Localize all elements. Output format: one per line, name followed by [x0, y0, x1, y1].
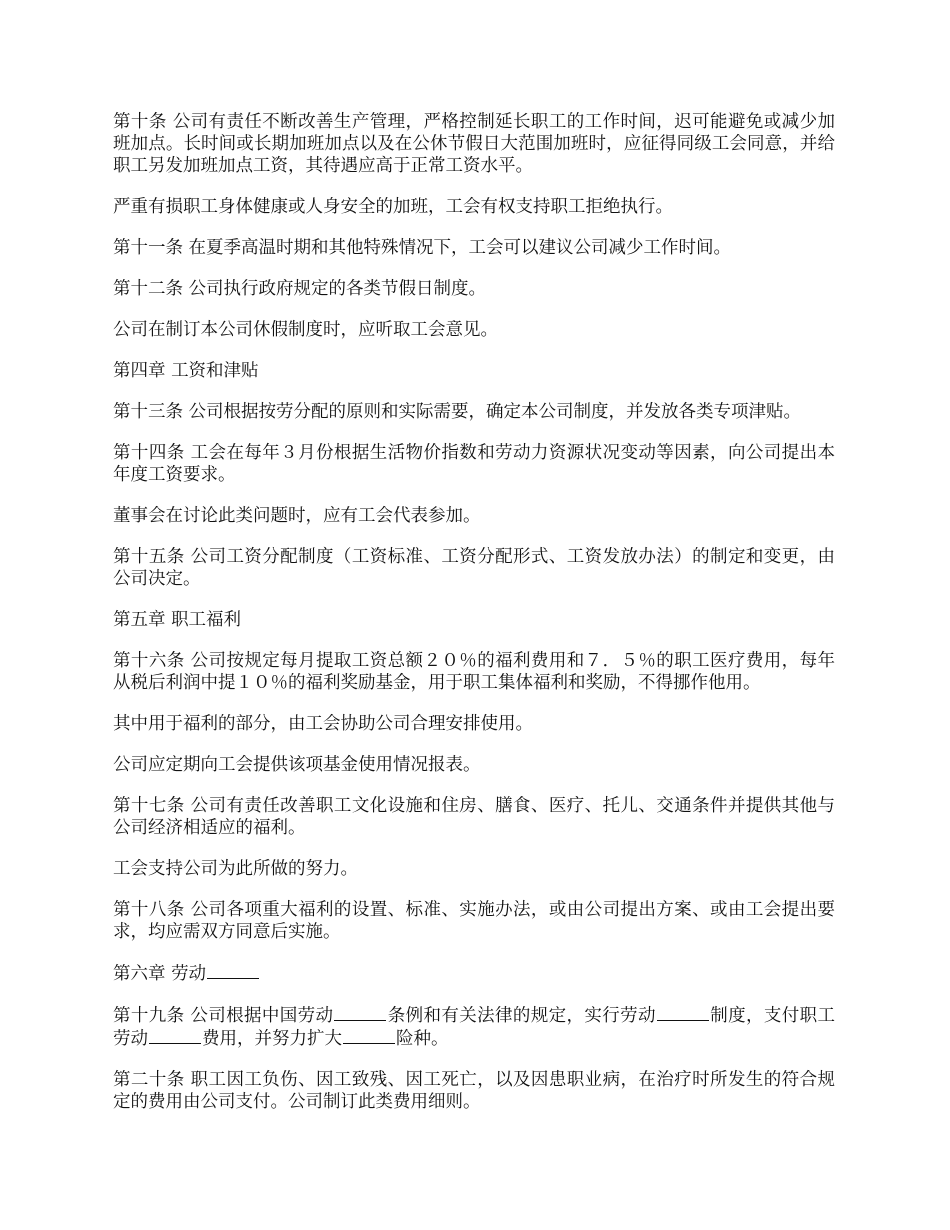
paragraph: 第十条 公司有责任不断改善生产管理，严格控制延长职工的工作时间，迟可能避免或减少加班加点。长时间或长期加班加点以及在公休节假日大范围加班时，应征得同级工会同意，并给职工另发加班加点工资，其待遇应高于正常工资水平。: [113, 112, 835, 176]
paragraph: 第十七条 公司有责任改善职工文化设施和住房、膳食、医疗、托儿、交通条件并提供其他与公司经济相适应的福利。: [113, 796, 835, 838]
chapter-heading: [113, 962, 835, 985]
chapter-heading-text: 第六章 劳动: [113, 964, 207, 984]
article19-text-4: 费用，并努力扩大: [202, 1029, 342, 1049]
paragraph: 第十二条 公司执行政府规定的各类节假日制度。: [113, 279, 487, 299]
paragraph: 第十六条 公司按规定每月提取工资总额２０％的福利费用和７．５％的职工医疗费用，每年从税后利润中提１０％的福利奖励基金，用于职工集体福利和奖励，不得挪作他用。: [113, 651, 835, 693]
article19-text-1: 第十九条 公司根据中国劳动: [113, 1006, 334, 1026]
paragraph: 第十四条 工会在每年３月份根据生活物价指数和劳动力资源状况变动等因素，向公司提出本年度工资要求。: [113, 443, 835, 485]
blank-line: [149, 1027, 201, 1044]
paragraph: 严重有损职工身体健康或人身安全的加班，工会有权支持职工拒绝执行。: [113, 197, 673, 217]
paragraph: 工会支持公司为此所做的努力。: [113, 859, 358, 879]
article19-text-3: 制度，支付职工劳动: [113, 1006, 836, 1049]
paragraph: 其中用于福利的部分，由工会协助公司合理安排使用。: [113, 714, 533, 734]
paragraph-article-20: 第二十条 职工因工负伤、因工致残、因工死亡，以及因患职业病，在治疗时所发生的符合规定的费用由公司支付。公司制订此类费用细则。: [113, 1070, 835, 1112]
blank-line: [657, 1004, 709, 1021]
blank-line: [334, 1004, 386, 1021]
paragraph: 第十一条 在夏季高温时期和其他特殊情况下，工会可以建议公司减少工作时间。: [113, 238, 732, 258]
article19-text-2: 条例和有关法律的规定，实行劳动: [387, 1006, 656, 1026]
paragraph: 第十五条 公司工资分配制度（工资标准、工资分配形式、工资发放办法）的制定和变更，由公司决定。: [113, 547, 835, 589]
paragraph: 董事会在讨论此类问题时，应有工会代表参加。: [113, 506, 481, 526]
paragraph: 公司应定期向工会提供该项基金使用情况报表。: [113, 755, 481, 775]
paragraph: 第十八条 公司各项重大福利的设置、标准、实施办法，或由公司提出方案、或由工会提出要求，均应需双方同意后实施。: [113, 900, 835, 942]
paragraph: 公司在制订本公司休假制度时，应听取工会意见。: [113, 320, 498, 340]
chapter-heading: 第四章 工资和津贴: [113, 361, 259, 381]
paragraph-article-19: [113, 1004, 835, 1050]
chapter-heading: 第五章 职工福利: [113, 610, 242, 630]
article19-text-5: 险种。: [396, 1029, 449, 1049]
document-body: [113, 111, 835, 1132]
blank-line: [207, 962, 259, 979]
paragraph: 第十三条 公司根据按劳分配的原则和实际需要，确定本公司制度，并发放各类专项津贴。: [113, 402, 802, 422]
blank-line: [343, 1027, 395, 1044]
